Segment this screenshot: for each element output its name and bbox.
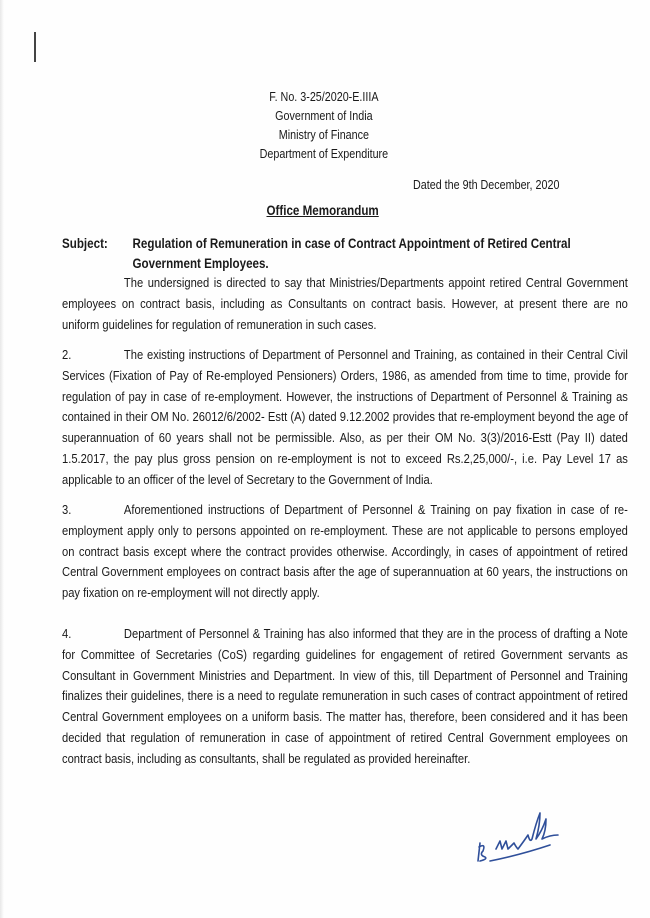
- paragraph-text: Aforementioned instructions of Department of Personnel & Training on pay fixation in case of re-employment apply only to persons appointed on re-employment. These are not applicable to persons employed on contract basis except where the contract provides otherwise. Accordingly, in cases of appointment of retired Central Government employees on contract basis after the age of superannuation at 60 years, the instructions on pay fixation on re-employment will not directly apply.: [62, 502, 628, 601]
- paragraph-3: [62, 500, 628, 604]
- file-number: F. No. 3-25/2020-E.IIIA: [269, 90, 379, 104]
- paragraph-number: 3.: [62, 502, 72, 517]
- margin-mark: [34, 32, 36, 62]
- subject-text: Regulation of Remuneration in case of Contract Appointment of Retired Central Government Employees.: [132, 236, 571, 271]
- paragraph-text: The undersigned is directed to say that Ministries/Departments appoint retired Central Government employees on contract basis, including as Consultants on contract basis. However, at present there are no uniform guidelines for regulation of remuneration in such cases.: [62, 275, 628, 332]
- paragraph-1: [62, 273, 628, 335]
- document-title: Office Memorandum: [266, 203, 379, 218]
- government-name: Government of India: [275, 109, 373, 123]
- department-name: Department of Expenditure: [259, 147, 389, 161]
- letterhead: [44, 88, 603, 164]
- subject-label: Subject:: [62, 236, 108, 251]
- paragraph-4: [62, 624, 628, 770]
- paragraph-2: [62, 345, 628, 491]
- ministry-name: Ministry of Finance: [278, 128, 369, 142]
- signature-icon: [470, 805, 580, 870]
- paragraph-number: 2.: [62, 347, 72, 362]
- paragraph-text: The existing instructions of Department of Personnel and Training, as contained in their Central Civil Services (Fixation of Pay of Re-employed Pensioners) Orders, 1986, as amended from time to time, provide for regulation of pay in case of re-employment. However, the instructions of Department of Personnel & Training as contained in their OM No. 26012/6/2002- Estt (A) dated 9.12.2002 provides that re-employment beyond the age of superannuation of 60 years shall not be permissible. Also, as per their OM No. 3(3)/2016-Estt (Pay II) dated 1.5.2017, the pay plus gross pension on re-employment is not to exceed Rs.2,25,000/-, i.e. Pay Level 17 as applicable to an officer of the level of Secretary to the Government of India.: [62, 347, 628, 487]
- paragraph-number: 4.: [62, 626, 72, 641]
- scan-edge-shadow: [0, 0, 4, 918]
- paragraph-text: Department of Personnel & Training has also informed that they are in the process of drafting a Note for Committee of Secretaries (CoS) regarding guidelines for engagement of retired Government servants as Consultant in Government Ministries and Department. In view of this, till Department of Personnel and Training finalizes their guidelines, there is a need to regulate remuneration in such cases of contract appointment of retired Central Government employees on a uniform basis. The matter has, therefore, been considered and it has been decided that regulation of remuneration in case of appointment of retired Central Government employees on contract basis, including as consultants, shall be regulated as provided hereinafter.: [62, 626, 628, 766]
- document-date: Dated the 9th December, 2020: [413, 178, 560, 192]
